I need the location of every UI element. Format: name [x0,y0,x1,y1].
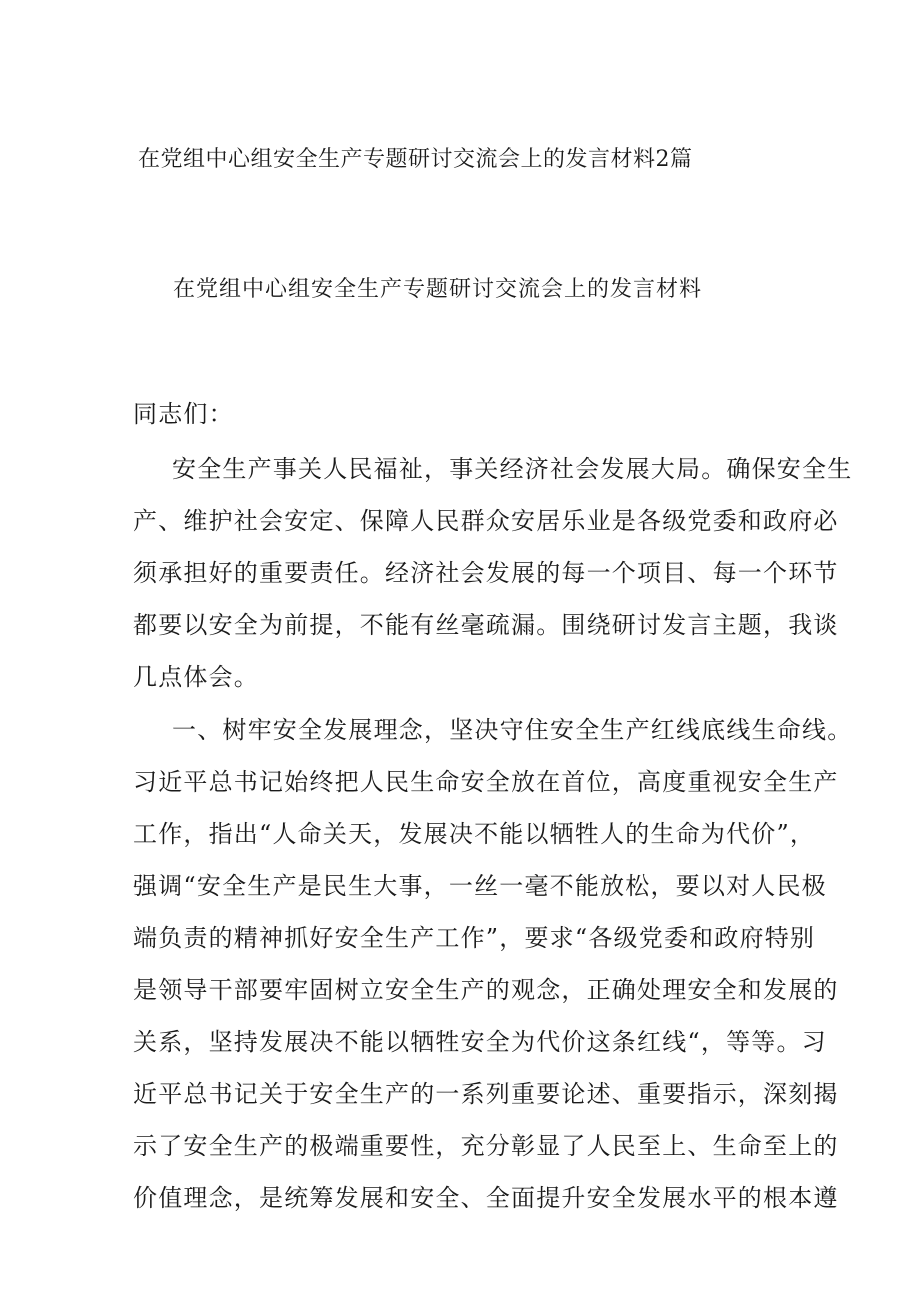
paragraph-line: 须承担好的重要责任。经济社会发展的每一个项目、每一个环节 [133,559,839,587]
salutation: 同志们： [133,400,234,428]
paragraph-line: 产、维护社会安定、保障人民群众安居乐业是各级党委和政府必 [133,507,839,535]
paragraph-line: 安全生产事关人民福祉，事关经济社会发展大局。确保安全生 [172,455,853,483]
paragraph-line: 习近平总书记始终把人民生命安全放在首位，高度重视安全生产 [133,768,839,796]
paragraph-line: 关系，坚持发展决不能以牺牲安全为代价这条红线“，等等。习 [133,1028,827,1056]
paragraph-line: 强调“安全生产是民生大事，一丝一毫不能放松，要以对人民极 [133,872,827,900]
paragraph-line: 近平总书记关于安全生产的一系列重要论述、重要指示，深刻揭 [133,1080,839,1108]
document-subtitle: 在党组中心组安全生产专题研讨交流会上的发言材料 [173,277,703,302]
paragraph-line: 端负责的精神抓好安全生产工作”，要求“各级党委和政府特别 [133,924,816,952]
paragraph-line: 价值理念，是统筹发展和安全、全面提升安全发展水平的根本遵 [133,1184,839,1212]
section-heading-line: 一、树牢安全发展理念，坚决守住安全生产红线底线生命线。 [172,716,853,744]
paragraph-line: 都要以安全为前提，不能有丝毫疏漏。围绕研讨发言主题，我谈 [133,611,839,639]
paragraph-line: 几点体会。 [133,663,259,691]
paragraph-line: 是领导干部要牢固树立安全生产的观念，正确处理安全和发展的 [133,976,839,1004]
paragraph-line: 工作，指出“人命关天，发展决不能以牺牲人的生命为代价”， [133,820,816,848]
document-title: 在党组中心组安全生产专题研讨交流会上的发言材料2篇 [138,147,693,172]
paragraph-line: 示了安全生产的极端重要性，充分彰显了人民至上、生命至上的 [133,1132,839,1160]
